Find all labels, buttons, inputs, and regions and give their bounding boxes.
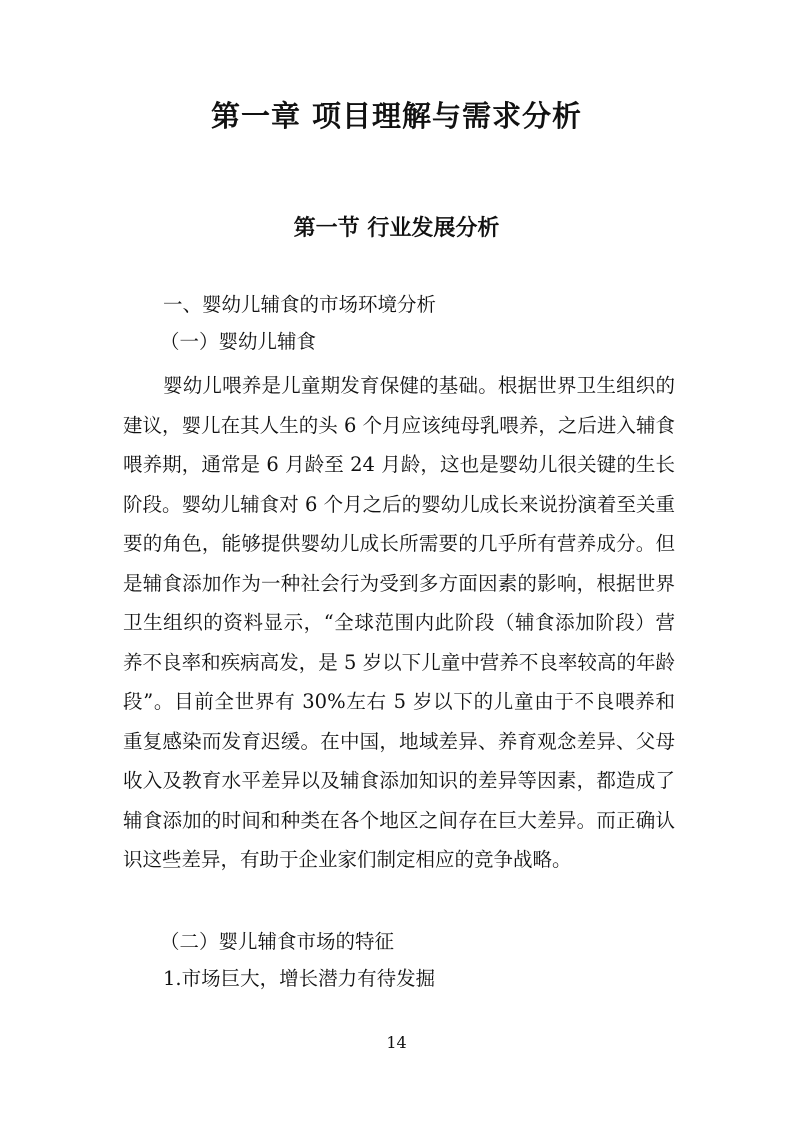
- subheading-infant-food: （一）婴幼儿辅食: [160, 330, 317, 353]
- list-item-market-size: 1.市场巨大，增长潜力有待发掘: [163, 967, 436, 990]
- section-title: 第一节 行业发展分析: [293, 216, 500, 241]
- body-paragraph: 婴幼儿喂养是儿童期发育保健的基础。根据世界卫生组织的建议，婴儿在其人生的头 6 个月应该纯母乳喂养，之后进入辅食喂养期，通常是 6 月龄至 24 月龄，这也是婴幼儿很关键的生长阶段。婴幼儿辅食对 6 个月之后的婴幼儿成长来说扮演着至关重要的角色，能够提供婴幼儿成长所需要的几乎所有营养成分。但是辅食添加作为一种社会行为受到多方面因素的影响，根据世界卫生组织的资料显示，“全球范围内此阶段（辅食添加阶段）营养不良率和疾病高发，是 5 岁以下儿童中营养不良率较高的年龄段”。目前全世界有 30%左右 5 岁以下的儿童由于不良喂养和重复感染而发育迟缓。在中国，地域差异、养育观念差异、父母收入及教育水平差异以及辅食添加知识的差异等因素，都造成了辅食添加的时间和种类在各个地区之间存在巨大差异。而正确认识这些差异，有助于企业家们制定相应的竞争战略。: [123, 374, 675, 871]
- chapter-title: 第一章 项目理解与需求分析: [210, 99, 583, 133]
- heading-market-environment: 一、婴幼儿辅食的市场环境分析: [163, 293, 437, 316]
- subheading-market-features: （二）婴儿辅食市场的特征: [160, 930, 395, 953]
- page-number: 14: [386, 1033, 407, 1052]
